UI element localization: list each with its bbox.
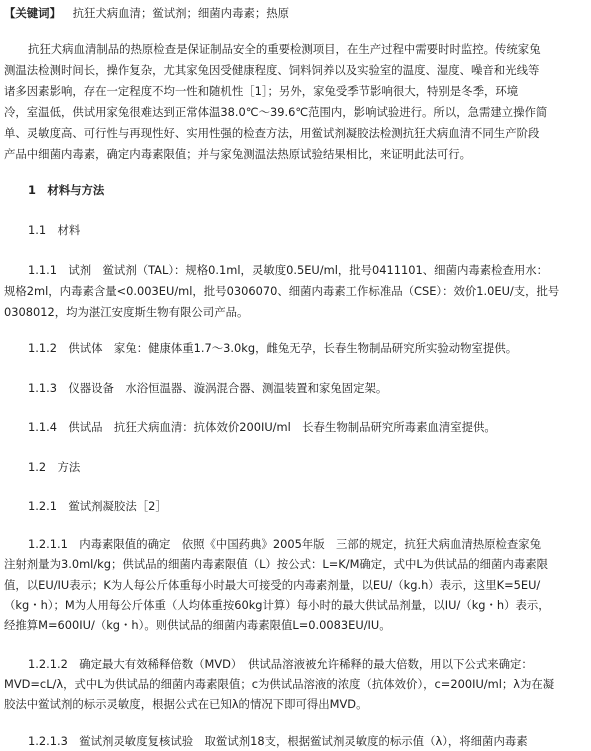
s112-line: 1.1.2 供试体 家兔：健康体重1.7～3.0kg，雌兔无孕，长春生物制品研究所实验动物室提供。 <box>28 341 518 355</box>
intro-line-5: 单、灵敏度高、可行性与再现性好、实用性强的检查方法，用鲎试剂凝胶法检测抗狂犬病血清不同生产阶段 <box>4 126 540 140</box>
s111-line-3: 0308012，均为湛江安度斯生物有限公司产品。 <box>4 305 249 319</box>
subsection-heading-1-1-text: 1.1 材料 <box>28 223 81 237</box>
s1211-line-3: 值，以EU/IU表示；K为人每公斤体重每小时最大可接受的内毒素剂量，以EU/（kg.h）表示，这里K=5EU/ <box>4 578 541 592</box>
keywords-label: 【关键词】 <box>4 6 61 20</box>
s1213-line: 1.2.1.3 鲎试剂灵敏度复核试验 取鲎试剂18支，根据鲎试剂灵敏度的标示值（λ），将细菌内毒素 <box>28 734 528 748</box>
s1212-line-3: 胶法中鲎试剂的标示灵敏度，根据公式在已知λ的情况下即可得出MVD。 <box>4 697 368 711</box>
keywords-line <box>4 4 289 22</box>
s1211-line-5: 经推算M=600IU/（kg・h）。则供试品的细菌内毒素限值L=0.0083EU/IU。 <box>4 618 391 632</box>
s1211-line-1: 1.2.1.1 内毒素限值的确定 依照《中国药典》2005年版 三部的规定，抗狂犬病血清热原检查家兔 <box>28 537 542 551</box>
s121-line: 1.2.1 鲎试剂凝胶法［2］ <box>28 499 167 513</box>
s114-line: 1.1.4 供试品 抗狂犬病血清：抗体效价200IU/ml 长春生物制品研究所毒素血清室提供。 <box>28 420 496 434</box>
intro-line-3: 诸多因素影响，存在一定程度不均一性和随机性［1］；另外，家兔受季节影响很大，特别是冬季，环境 <box>4 84 519 98</box>
s1212-line-1: 1.2.1.2 确定最大有效稀释倍数（MVD） 供试品溶液被允许稀释的最大倍数，用以下公式来确定： <box>28 657 533 671</box>
keywords-text: 抗狂犬病血清；鲎试剂；细菌内毒素；热原 <box>72 6 290 20</box>
s111-line-2: 规格2ml，内毒素含量<0.003EU/ml，批号0306070、细菌内毒素工作标准品（CSE）：效价1.0EU/支，批号 <box>4 284 560 298</box>
s1211-line-2: 注射剂量为3.0ml/kg；供试品的细菌内毒素限值（L）按公式：L=K/M确定，式中L为供试品的细菌内毒素限 <box>4 557 548 571</box>
intro-line-4: 冷，室温低，供试用家兔很难达到正常体温38.0℃～39.6℃范围内，影响试验进行。所以，急需建立操作简 <box>4 105 548 119</box>
s1212-line-2: MVD=cL/λ，式中L为供试品的细菌内毒素限值；c为供试品溶液的浓度（抗体效价），c=200IU/ml；λ为在凝 <box>4 677 555 691</box>
intro-line-6: 产品中细菌内毒素，确定内毒素限值；并与家兔测温法热原试验结果相比，来证明此法可行。 <box>4 147 472 161</box>
s111-line-1: 1.1.1 试剂 鲎试剂（TAL）：规格0.1ml，灵敏度0.5EU/ml，批号0411101、细菌内毒素检查用水： <box>28 263 549 277</box>
subsection-heading-1-2: 1.2 方法 <box>28 460 81 474</box>
section-heading-1: 1 材料与方法 <box>28 183 105 197</box>
s113-line: 1.1.3 仪器设备 水浴恒温器、漩涡混合器、测温装置和家兔固定架。 <box>28 381 388 395</box>
subsection-heading-1-1 <box>28 221 80 239</box>
intro-line-2: 测温法检测时间长，操作复杂，尤其家兔因受健康程度、饲料饲养以及实验室的温度、湿度、噪音和光线等 <box>4 63 540 77</box>
s1211-line-4: （kg・h）；M为人用每公斤体重（人均体重按60kg计算）每小时的最大供试品剂量，以IU/（kg・h）表示， <box>4 598 550 612</box>
intro-line-1: 抗狂犬病血清制品的热原检查是保证制品安全的重要检测项目，在生产过程中需要时时监控。传统家兔 <box>28 42 541 56</box>
